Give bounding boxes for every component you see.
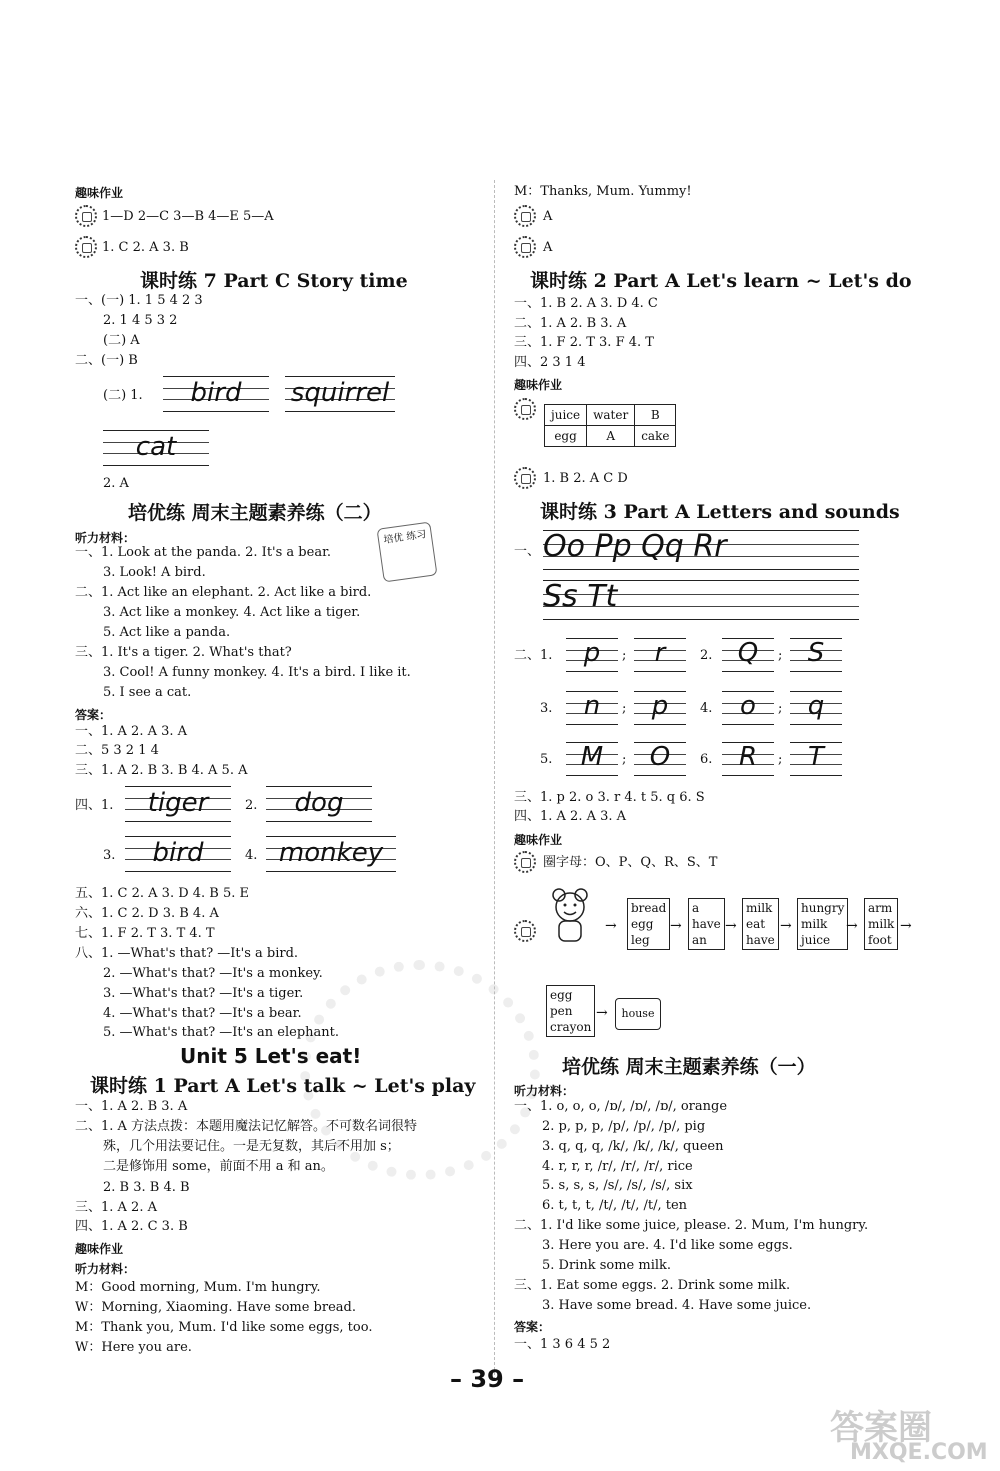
watermark-logo: 答案圈	[830, 1408, 932, 1448]
handwritten-word: monkey	[278, 838, 384, 868]
answer-line: 四、1. A 2. A 3. A	[514, 809, 627, 824]
word: crayon	[550, 1020, 592, 1034]
listening-label: 听力材料：	[514, 1084, 575, 1098]
table-cell: juice	[545, 405, 587, 426]
dialogue-line: W：Here you are.	[75, 1340, 192, 1355]
word: have	[692, 917, 721, 931]
answer-line: 七、1. F 2. T 3. T 4. T	[75, 926, 215, 941]
answer-line: 八、1. —What's that? —It's a bird.	[75, 946, 299, 961]
script-line: 3. Act like a monkey. 4. Act like a tiger.	[103, 605, 361, 620]
answer-line: 四、1. A 2. C 3. B	[75, 1219, 188, 1234]
answer-line: 二、1. A 方法点拨：本题用魔法记忆解答。不可数名词很特	[75, 1119, 418, 1134]
stamp-badge: 培优 练习	[377, 522, 438, 583]
answer-line: 四、2 3 1 4	[514, 355, 586, 370]
listening-label: 听力材料：	[75, 531, 136, 545]
listening-label: 听力材料：	[75, 1262, 136, 1276]
arrow-icon: →	[605, 918, 617, 934]
answer-table	[544, 404, 676, 447]
table-cell: cake	[635, 426, 676, 447]
answer-line: 圈字母：O、P、Q、R、S、T	[543, 855, 718, 870]
unit-heading: Unit 5 Let's eat!	[180, 1044, 362, 1068]
answer-line: 2. —What's that? —It's a monkey.	[103, 966, 323, 981]
house-icon: house	[615, 998, 661, 1030]
answer-line: 殊，几个用法要记住。一是无复数，其后不用加 s；	[103, 1139, 400, 1154]
handwritten-word: bird	[190, 378, 242, 408]
script-line: 2. p, p, p, /p/, /p/, /p/, pig	[542, 1119, 706, 1134]
answer-line: 二是修饰用 some，前面不用 a 和 an。	[103, 1159, 334, 1174]
section-heading: 培优练 周末主题素养练（二）	[128, 502, 382, 524]
script-line: 3. Look! A bird.	[103, 565, 206, 580]
handwritten-letter: S	[807, 638, 825, 668]
handwritten-letter: r	[654, 638, 666, 668]
answer-line: 2. 1 4 5 3 2	[103, 313, 178, 328]
answer-line: 三、1. p 2. o 3. r 4. t 5. q 6. S	[514, 790, 705, 805]
handwritten-word: squirrel	[290, 378, 390, 408]
answer-line: 2.	[700, 648, 713, 663]
section-heading: 培优练 周末主题素养练（一）	[562, 1056, 816, 1078]
word: have	[746, 933, 775, 947]
script-line: 5. Act like a panda.	[103, 625, 231, 640]
fun-homework-label: 趣味作业	[75, 186, 124, 200]
answer-line: 5.	[540, 752, 553, 767]
answer-line: 3. —What's that? —It's a tiger.	[103, 986, 304, 1001]
activity-icon	[514, 398, 536, 420]
lesson-heading: 课时练 7 Part C Story time	[140, 270, 408, 292]
handwritten-letter: o	[740, 691, 756, 721]
script-line: 5. s, s, s, /s/, /s/, /s/, six	[542, 1178, 693, 1193]
answer-line: 二、(一) B	[75, 353, 138, 368]
table-cell: water	[587, 405, 635, 426]
handwritten-letters: Oo Pp Qq Rr	[543, 529, 727, 564]
script-line: 二、1. I'd like some juice, please. 2. Mum, I'm hungry.	[514, 1218, 869, 1233]
answer-line: 三、1. A 2. A	[75, 1200, 157, 1215]
lesson-heading: 课时练 2 Part A Let's learn ~ Let's do	[530, 270, 912, 292]
table-cell: egg	[545, 426, 587, 447]
answer-line: 2.	[245, 798, 258, 813]
fun-homework-label: 趣味作业	[514, 833, 563, 847]
answer-line: 四、1.	[75, 798, 114, 813]
answer-line: 1—D 2—C 3—B 4—E 5—A	[102, 209, 274, 224]
answer-line: 一、(一) 1. 1 5 4 2 3	[75, 293, 203, 308]
handwritten-letter: p	[583, 638, 601, 668]
separator: ;	[622, 752, 627, 767]
activity-icon	[514, 467, 536, 489]
answer-line: 4. —What's that? —It's a bear.	[103, 1006, 302, 1021]
handwritten-letter: M	[580, 742, 604, 772]
fun-homework-label: 趣味作业	[514, 378, 563, 392]
handwritten-letter: T	[808, 742, 824, 772]
separator: ;	[622, 701, 627, 716]
answer-line: 一、1. A 2. A 3. A	[75, 724, 188, 739]
answer-line: 一、	[514, 544, 541, 559]
answer-line: 一、1. A 2. B 3. A	[75, 1099, 188, 1114]
answer-line: 二、5 3 2 1 4	[75, 743, 159, 758]
answer-line: 三、1. A 2. B 3. B 4. A 5. A	[75, 763, 248, 778]
arrow-icon: →	[780, 918, 792, 934]
script-line: 三、1. Eat some eggs. 2. Drink some milk.	[514, 1278, 791, 1293]
page-number: – 39 –	[450, 1365, 525, 1393]
answer-line: 一、1 3 6 4 5 2	[514, 1337, 611, 1352]
word: arm	[868, 901, 893, 915]
answer-line: A	[543, 209, 553, 224]
answer-line: 三、1. F 2. T 3. F 4. T	[514, 335, 654, 350]
word: milk	[801, 917, 828, 931]
word: egg	[631, 917, 654, 931]
word: hungry	[801, 901, 845, 915]
word: leg	[631, 933, 650, 947]
answer-line: 一、1. B 2. A 3. D 4. C	[514, 296, 658, 311]
table-row	[545, 405, 676, 426]
answer-line: 4.	[245, 848, 258, 863]
word-box	[864, 898, 898, 950]
answer-line: 3.	[103, 848, 116, 863]
script-line: 三、1. It's a tiger. 2. What's that?	[75, 645, 292, 660]
word: bread	[631, 901, 667, 915]
handwritten-word: dog	[294, 788, 344, 818]
script-line: 3. Cool! A funny monkey. 4. It's a bird. I like it.	[103, 665, 411, 680]
word: pen	[550, 1004, 573, 1018]
handwritten-letter: n	[583, 691, 601, 721]
handwritten-letter: R	[738, 742, 758, 772]
answer-line: 二、1. A 2. B 3. A	[514, 316, 627, 331]
handwritten-letter: O	[649, 742, 671, 772]
word-box	[546, 985, 595, 1037]
word-box	[627, 898, 670, 950]
dialogue-line: M：Thanks, Mum. Yummy!	[514, 184, 692, 199]
arrow-icon: →	[670, 918, 682, 934]
activity-icon	[514, 205, 536, 227]
word: foot	[868, 933, 892, 947]
word: eat	[746, 917, 766, 931]
dialogue-line: W：Morning, Xiaoming. Have some bread.	[75, 1300, 356, 1315]
arrow-icon: →	[725, 918, 737, 934]
answer-line: (二) A	[103, 333, 140, 348]
activity-icon	[514, 920, 536, 942]
separator: ;	[778, 701, 783, 716]
dialogue-line: M：Good morning, Mum. I'm hungry.	[75, 1280, 321, 1295]
arrow-icon: →	[596, 1005, 608, 1021]
separator: ;	[778, 752, 783, 767]
activity-icon	[75, 205, 97, 227]
answer-line: 1. B 2. A C D	[543, 471, 628, 486]
answer-line: 六、1. C 2. D 3. B 4. A	[75, 906, 219, 921]
script-line: 一、1. o, o, o, /ɒ/, /ɒ/, /ɒ/, orange	[514, 1099, 728, 1114]
answers-label: 答案：	[514, 1320, 551, 1334]
word: juice	[801, 933, 831, 947]
fun-homework-label: 趣味作业	[75, 1242, 124, 1256]
separator: ;	[622, 648, 627, 663]
dialogue-line: M：Thank you, Mum. I'd like some eggs, too.	[75, 1320, 373, 1335]
script-line: 3. Here you are. 4. I'd like some eggs.	[542, 1238, 793, 1253]
answer-line: 二、1.	[514, 648, 553, 663]
table-cell: A	[587, 426, 635, 447]
word: milk	[868, 917, 895, 931]
script-line: 3. Have some bread. 4. Have some juice.	[542, 1298, 812, 1313]
answer-line: A	[543, 240, 553, 255]
script-line: 一、1. Look at the panda. 2. It's a bear.	[75, 545, 331, 560]
script-line: 5. I see a cat.	[103, 685, 192, 700]
table-cell: B	[635, 405, 676, 426]
handwritten-letters: Ss Tt	[543, 579, 618, 614]
script-line: 4. r, r, r, /r/, /r/, /r/, rice	[542, 1159, 693, 1174]
bear-illustration	[545, 885, 595, 945]
answer-line: 2. A	[103, 476, 129, 491]
answer-line: 五、1. C 2. A 3. D 4. B 5. E	[75, 886, 250, 901]
column-divider	[494, 180, 495, 1380]
answer-line: 1. C 2. A 3. B	[102, 240, 189, 255]
answers-label: 答案：	[75, 708, 112, 722]
answer-line: 4.	[700, 701, 713, 716]
activity-icon	[514, 236, 536, 258]
separator: ;	[778, 648, 783, 663]
arrow-icon: →	[900, 918, 912, 934]
script-line: 二、1. Act like an elephant. 2. Act like a bird.	[75, 585, 372, 600]
word-box	[688, 898, 725, 950]
arrow-icon: →	[846, 918, 858, 934]
watermark-url: MXQE.COM	[850, 1440, 988, 1465]
word-box	[742, 898, 779, 950]
activity-icon	[75, 236, 97, 258]
lesson-heading: 课时练 3 Part A Letters and sounds	[540, 501, 900, 523]
answer-line: 2. B 3. B 4. B	[103, 1180, 190, 1195]
answer-line: 3.	[540, 701, 553, 716]
handwritten-word: bird	[152, 838, 204, 868]
script-line: 5. Drink some milk.	[542, 1258, 672, 1273]
answer-line: 5. —What's that? —It's an elephant.	[103, 1025, 340, 1040]
word: egg	[550, 988, 573, 1002]
script-line: 3. q, q, q, /k/, /k/, /k/, queen	[542, 1139, 724, 1154]
handwritten-letter: q	[807, 691, 825, 721]
word: milk	[746, 901, 773, 915]
handwritten-letter: Q	[737, 638, 759, 668]
answer-line: 6.	[700, 752, 713, 767]
word-box	[797, 898, 848, 950]
word: an	[692, 933, 707, 947]
handwritten-word: tiger	[147, 788, 209, 818]
table-row	[545, 426, 676, 447]
lesson-heading: 课时练 1 Part A Let's talk ~ Let's play	[90, 1075, 476, 1097]
handwritten-word: cat	[135, 432, 177, 462]
word: a	[692, 901, 700, 915]
script-line: 6. t, t, t, /t/, /t/, /t/, ten	[542, 1198, 688, 1213]
answer-line: (二) 1.	[103, 388, 143, 403]
activity-icon	[514, 851, 536, 873]
handwritten-letter: p	[651, 691, 669, 721]
